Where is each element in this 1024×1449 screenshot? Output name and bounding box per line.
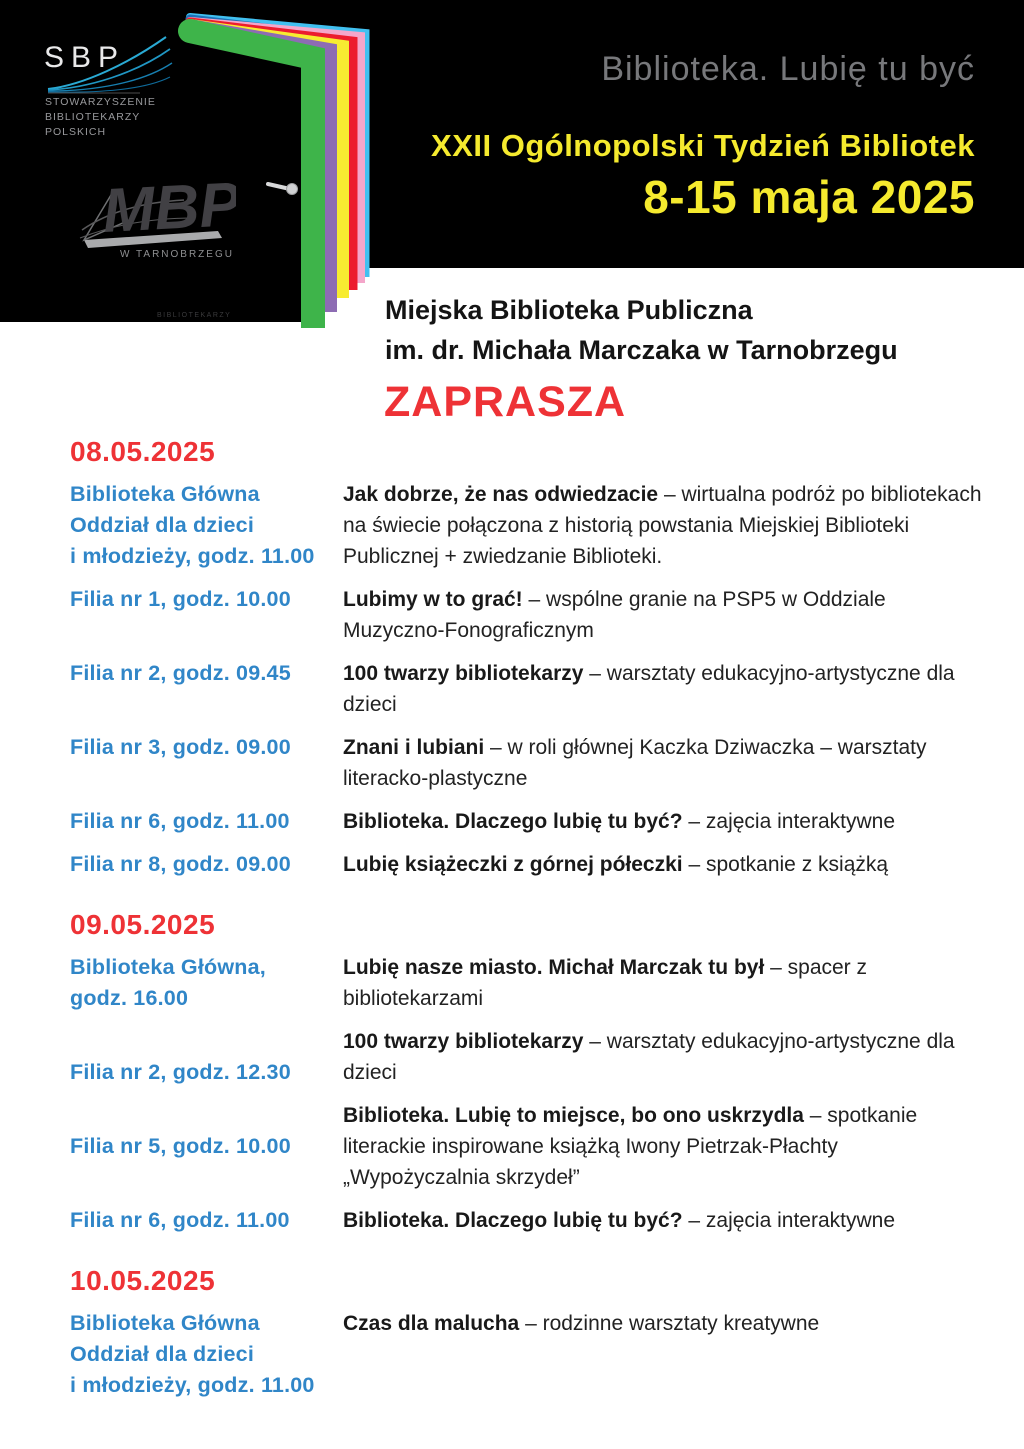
venue-label	[70, 952, 343, 1014]
venue-line: Filia nr 6, godz. 11.00	[70, 809, 290, 833]
event-row	[70, 1308, 970, 1401]
venue-label	[70, 584, 343, 615]
mbp-caption-svg: W TARNOBRZEGU	[120, 249, 234, 260]
program-section	[70, 1266, 970, 1401]
event-description: Lubimy w to grać! – wspólne granie na PSP5 w Oddziale Muzyczno-Fonograficznym	[343, 588, 886, 642]
venue-line: i młodzieży, godz. 11.00	[70, 1373, 315, 1397]
event-title: Biblioteka. Dlaczego lubię tu być?	[343, 810, 683, 833]
event-description: Biblioteka. Dlaczego lubię tu być? – zajęcia interaktywne	[343, 810, 896, 833]
invite-heading: ZAPRASZA	[384, 378, 627, 426]
venue-label	[70, 1026, 343, 1088]
event-row	[70, 658, 970, 720]
event-row	[70, 479, 982, 572]
venue-line: Filia nr 6, godz. 11.00	[70, 1208, 290, 1232]
venue-label	[70, 1100, 343, 1162]
organizer-line1: Miejska Biblioteka Publiczna	[385, 295, 753, 325]
event-description: 100 twarzy bibliotekarzy – warsztaty edukacyjno-artystyczne dla dzieci	[343, 1030, 955, 1084]
event-description: Znani i lubiani – w roli głównej Kaczka Dziwaczka – warsztaty literacko-plastyczne	[343, 736, 927, 790]
program-section	[70, 910, 970, 1236]
program-section	[70, 436, 982, 880]
venue-label	[70, 1308, 343, 1401]
sbp-caption-line: BIBLIOTEKARZY	[45, 111, 141, 123]
event-row	[70, 952, 970, 1014]
sbp-caption-line: POLSKICH	[45, 126, 107, 138]
event-description: Czas dla malucha – rodzinne warsztaty kreatywne	[343, 1312, 820, 1335]
event-row	[70, 806, 970, 837]
organizer-line2: im. dr. Michała Marczaka w Tarnobrzegu	[385, 335, 898, 365]
venue-label	[70, 658, 343, 689]
event-title: Biblioteka. Dlaczego lubię tu być?	[343, 1209, 683, 1232]
event-title: 100 twarzy bibliotekarzy	[343, 1030, 584, 1053]
event-description: Lubię książeczki z górnej półeczki – spotkanie z książką	[343, 853, 889, 876]
program	[70, 436, 982, 1431]
event-title: Biblioteka. Lubię to miejsce, bo ono uskrzydla	[343, 1104, 804, 1127]
sbp-caption	[45, 95, 156, 140]
date-heading: 08.05.2025	[70, 436, 216, 467]
venue-line: Oddział dla dzieci	[70, 513, 254, 537]
event-title: Jak dobrze, że nas odwiedzacie	[343, 483, 659, 506]
event-title: Znani i lubiani	[343, 736, 485, 759]
event-week-title: XXII Ogólnopolski Tydzień Bibliotek	[431, 128, 975, 163]
event-title: Czas dla malucha	[343, 1312, 520, 1335]
venue-line: Filia nr 2, godz. 09.45	[70, 661, 291, 685]
organizer-name	[385, 290, 898, 370]
faint-bibliotekarzy-text: BIBLIOTEKARZY	[157, 312, 232, 319]
event-title: 100 twarzy bibliotekarzy	[343, 662, 584, 685]
venue-line: i młodzieży, godz. 11.00	[70, 544, 315, 568]
venue-line: Filia nr 2, godz. 12.30	[70, 1060, 291, 1084]
venue-line: Biblioteka Główna	[70, 1311, 260, 1335]
event-description: Biblioteka. Dlaczego lubię tu być? – zajęcia interaktywne	[343, 1209, 896, 1232]
event-description: Biblioteka. Lubię to miejsce, bo ono uskrzydla – spotkanie literackie inspirowane książką Iwony Pietrzak-Płachty „Wypożyczalnia skrzydeł”	[343, 1104, 918, 1189]
sbp-acronym: SBP	[44, 41, 126, 74]
event-row	[70, 849, 970, 880]
venue-label	[70, 1205, 343, 1236]
event-row	[70, 1100, 970, 1193]
event-row	[70, 584, 970, 646]
venue-line: Filia nr 1, godz. 10.00	[70, 587, 291, 611]
door-handle-icon	[268, 184, 298, 195]
open-door-graphic	[168, 6, 378, 346]
venue-line: Biblioteka Główna,	[70, 955, 266, 979]
event-description: Lubię nasze miasto. Michał Marczak tu był – spacer z bibliotekarzami	[343, 956, 868, 1010]
svg-text:MBP: MBP	[101, 169, 236, 246]
venue-line: Filia nr 8, godz. 09.00	[70, 852, 291, 876]
date-heading: 10.05.2025	[70, 1265, 216, 1296]
venue-line: godz. 16.00	[70, 986, 189, 1010]
venue-label	[70, 806, 343, 837]
venue-line: Filia nr 3, godz. 09.00	[70, 735, 291, 759]
sbp-caption-line: STOWARZYSZENIE	[45, 96, 156, 108]
event-title: Lubimy w to grać!	[343, 588, 523, 611]
venue-label	[70, 732, 343, 763]
venue-line: Oddział dla dzieci	[70, 1342, 254, 1366]
event-description: 100 twarzy bibliotekarzy – warsztaty edukacyjno-artystyczne dla dzieci	[343, 662, 955, 716]
event-row	[70, 1026, 970, 1088]
event-row	[70, 1205, 970, 1236]
venue-line: Filia nr 5, godz. 10.00	[70, 1134, 291, 1158]
event-week-dates: 8-15 maja 2025	[643, 171, 975, 223]
tagline: Biblioteka. Lubię tu być	[601, 50, 975, 88]
venue-label	[70, 479, 343, 572]
event-title: Lubię nasze miasto. Michał Marczak tu był	[343, 956, 765, 979]
event-description: Jak dobrze, że nas odwiedzacie – wirtualna podróż po bibliotekach na świecie połączona z historią powstania Miejskiej Biblioteki Publicznej + zwiedzanie Biblioteki.	[343, 483, 982, 568]
venue-line: Biblioteka Główna	[70, 482, 260, 506]
venue-label	[70, 849, 343, 880]
event-row	[70, 732, 970, 794]
date-heading: 09.05.2025	[70, 909, 216, 940]
event-title: Lubię książeczki z górnej półeczki	[343, 853, 683, 876]
